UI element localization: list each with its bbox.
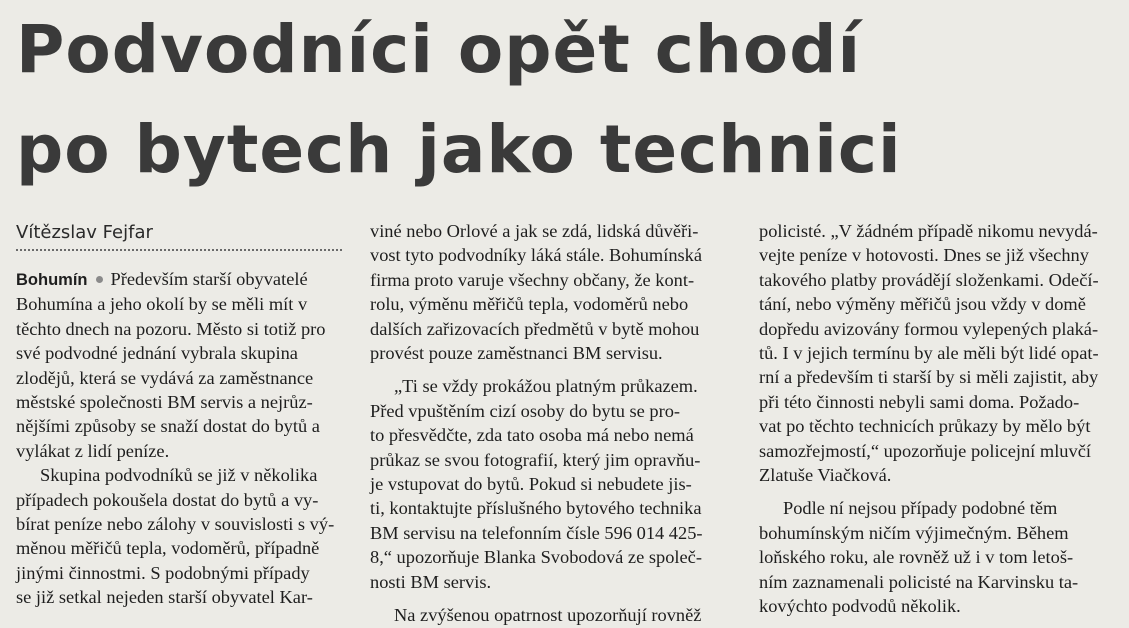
text-line: 8,“ upozorňuje Blanka Svobodová ze společ-: [370, 547, 702, 568]
headline-line-1: Podvodníci opět chodí: [16, 11, 862, 88]
text-line: dopředu avizovány formou vylepených plaká-: [759, 318, 1099, 339]
text-line: loňského roku, ale rovněž už i v tom letoš-: [759, 547, 1074, 568]
paragraph-2: [16, 463, 348, 609]
text-line: bohumínským ničím výjimečným. Během: [759, 522, 1069, 543]
text-line: [16, 267, 348, 292]
article-column-1: [16, 267, 348, 610]
text-line: těchto dnech na pozoru. Město si totiž pro: [16, 318, 326, 339]
text-line: při této činnosti nebyli sami doma. Požado-: [759, 391, 1080, 412]
text-line: jinými činnostmi. S podobnými případy: [16, 562, 310, 583]
text-line: měnou měřičů tepla, vodoměrů, případně: [16, 538, 320, 559]
text-line: ním zaznamenali policisté na Karvinsku ta-: [759, 571, 1079, 592]
text-line: nějšími způsoby se snaží dostat do bytů a: [16, 416, 320, 437]
headline: [16, 0, 1116, 200]
text-line: Podle ní nejsou případy podobné těm: [783, 498, 1058, 519]
text-line: své podvodné jednání vybrala skupina: [16, 343, 298, 364]
text-line: vylákat z lidí peníze.: [16, 440, 170, 461]
paragraph-5: [370, 603, 720, 627]
text-line: policisté. „V žádném případě nikomu nevydá-: [759, 221, 1098, 241]
text-line: to přesvědčte, zda tato osoba má nebo nemá: [370, 425, 694, 446]
text-line: rní a především ti starší by si měli zajistit, aby: [759, 367, 1099, 388]
text-line: vost tyto podvodníky láká stále. Bohumínská: [370, 245, 703, 266]
text-line: vejte peníze v hotovosti. Dnes se již všechny: [759, 245, 1089, 266]
text-line: Na zvýšenou opatrnost upozorňují rovněž: [394, 605, 702, 626]
text-line-content: Především starší obyvatelé: [110, 269, 308, 289]
text-line: průkaz se svou fotografií, který jim opravňu-: [370, 449, 701, 470]
text-line: samozřejmostí,“ upozorňuje policejní mluvčí: [759, 440, 1091, 461]
text-line: případech pokoušela dostat do bytů a vy-: [16, 489, 319, 510]
place-name: Bohumín: [16, 271, 88, 289]
byline: Vítězslav Fejfar: [16, 222, 342, 251]
text-line: kovýchto podvodů několik.: [759, 596, 961, 617]
text-line: „Ti se vždy prokážou platným průkazem.: [394, 376, 698, 397]
text-line: rolu, výměnu měřičů tepla, vodoměrů nebo: [370, 294, 689, 315]
text-line: tů. I v jejich termínu by ale měli být lidé opat-: [759, 343, 1099, 364]
article-column-3: [759, 219, 1119, 619]
paragraph-3: [370, 219, 720, 365]
paragraph-7: [759, 496, 1119, 618]
bullet-icon: [96, 276, 103, 283]
text-line: Bohumína a jeho okolí by se měli mít v: [16, 294, 308, 315]
paragraph-4: [370, 374, 720, 594]
headline-line-2: po bytech jako technici: [16, 111, 902, 188]
text-line: bírat peníze nebo zálohy v souvislosti s vý-: [16, 514, 335, 535]
text-line: Skupina podvodníků se již v několika: [40, 465, 318, 486]
text-line: tání, nebo výměny měřičů jsou vždy v domě: [759, 294, 1086, 315]
paragraph-1: [16, 267, 348, 463]
text-line: nosti BM servis.: [370, 571, 492, 592]
text-line: BM servisu na telefonním čísle 596 014 425-: [370, 522, 703, 543]
text-line: takového platby provádějí složenkami. Odečí-: [759, 269, 1099, 290]
paragraph-6: [759, 219, 1119, 487]
text-line: je vstupovat do bytů. Pokud si nebudete jis-: [370, 474, 692, 495]
article-column-2: [370, 219, 720, 628]
text-line: firma proto varuje všechny občany, že kont-: [370, 269, 695, 290]
text-line: městské společnosti BM servis a nejrůz-: [16, 392, 313, 413]
text-line: se již setkal nejeden starší obyvatel Kar-: [16, 587, 313, 608]
text-line: ti, kontaktujte příslušného bytového technika: [370, 498, 702, 519]
text-line: Před vpuštěním cizí osoby do bytu se pro-: [370, 400, 681, 421]
text-line: Zlatuše Viačková.: [759, 465, 892, 486]
text-line: zlodějů, která se vydává za zaměstnance: [16, 367, 314, 388]
text-line: dalších zařizovacích předmětů v bytě mohou: [370, 318, 700, 339]
text-line: viné nebo Orlové a jak se zdá, lidská důvěři-: [370, 221, 699, 241]
text-line: provést pouze zaměstnanci BM servisu.: [370, 343, 663, 364]
text-line: vat po těchto technicích průkazy by mělo být: [759, 416, 1091, 437]
